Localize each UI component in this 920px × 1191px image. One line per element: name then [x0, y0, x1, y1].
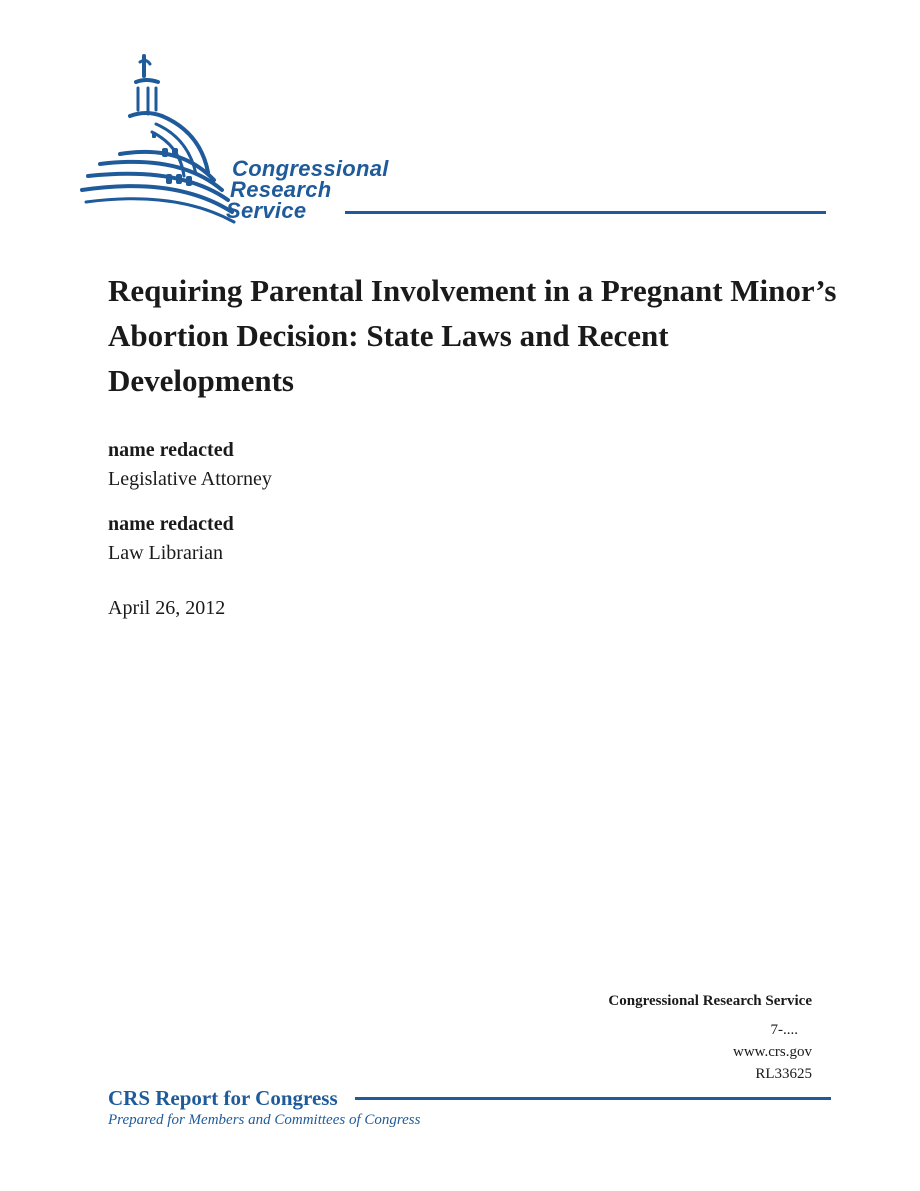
crs-logo: [80, 52, 830, 227]
logo-text-research: Research: [230, 177, 332, 202]
author-1: [108, 436, 272, 494]
logo-text-service: Service: [226, 198, 307, 223]
capitol-dome-icon: [80, 52, 240, 227]
website-link[interactable]: www.crs.gov: [732, 1044, 812, 1060]
report-title: Requiring Parental Involvement in a Pregnant Minor’s Abortion Decision: State Laws and Recent Developments: [108, 273, 837, 398]
organization-name: Congressional Research Service: [608, 993, 812, 1009]
report-info: [608, 990, 812, 1085]
footer-subtitle: Prepared for Members and Committees of Congress: [108, 1112, 421, 1128]
author-role: Legislative Attorney: [108, 468, 272, 490]
footer-title: CRS Report for Congress: [108, 1086, 338, 1110]
author-name: name redacted: [108, 439, 234, 461]
author-2: [108, 510, 234, 568]
logo-rule: [345, 211, 826, 214]
author-role: Law Librarian: [108, 542, 223, 564]
report-date: April 26, 2012: [108, 597, 226, 619]
author-name: name redacted: [108, 513, 234, 535]
logo-text-congressional: Congressional: [232, 156, 389, 181]
report-number: RL33625: [755, 1066, 812, 1082]
report-code: 7-....: [770, 1022, 798, 1038]
footer-rule: [355, 1097, 831, 1100]
